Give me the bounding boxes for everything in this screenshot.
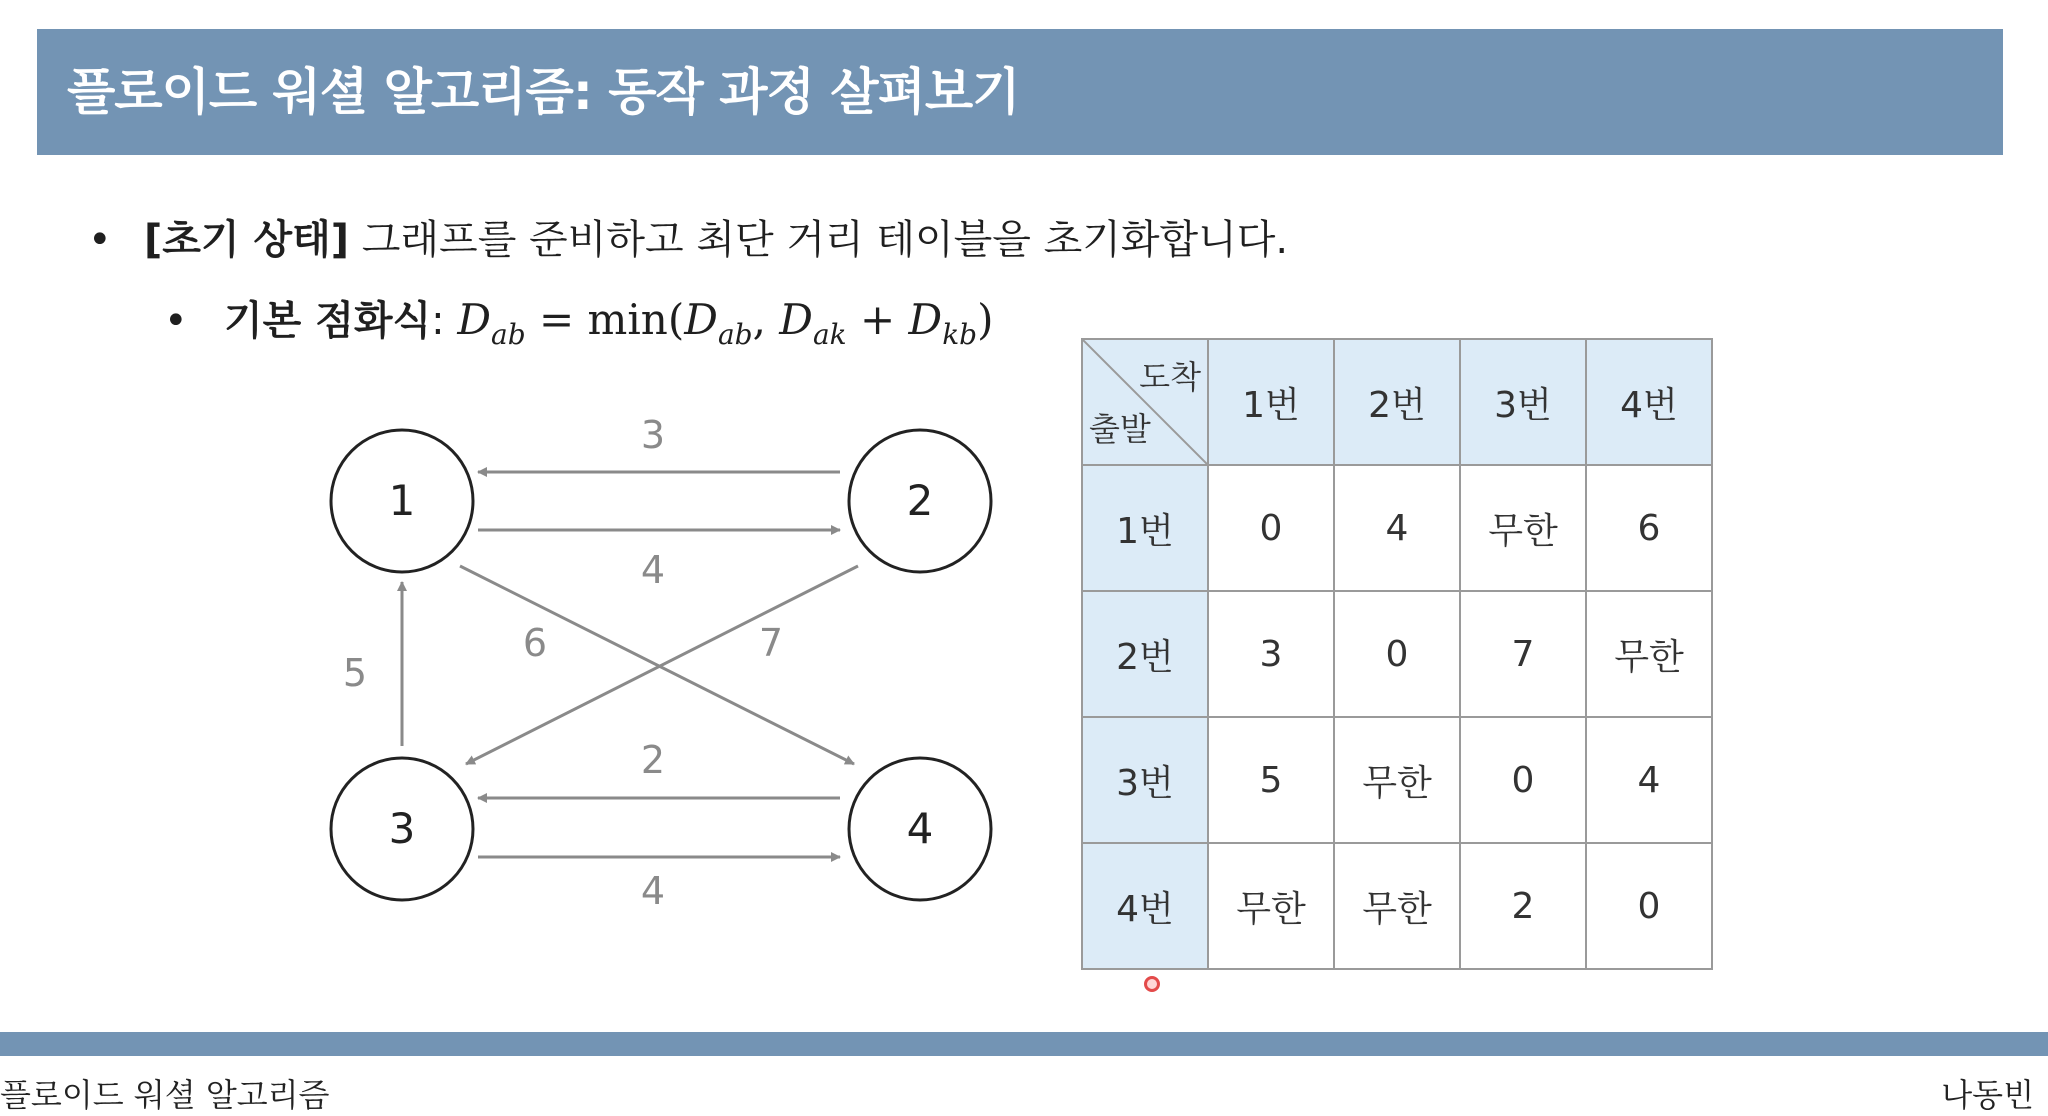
table-cell: 무한 [1334,843,1460,969]
table-cell: 0 [1334,591,1460,717]
table-corner-cell [1082,339,1208,465]
edge-weight-3-4: 4 [640,869,666,913]
table-row [1082,465,1712,591]
footer-bar [0,1032,2048,1056]
table-cell: 무한 [1208,843,1334,969]
table-cell: 7 [1460,591,1586,717]
row-header: 3번 [1082,717,1208,843]
bullet-dot-icon: • [88,217,112,263]
bullet-recurrence [164,290,994,350]
table-cell: 무한 [1334,717,1460,843]
edge-weight-1-4: 6 [522,621,548,665]
footer-title: 플로이드 워셜 알고리즘 [0,1076,330,1114]
table-row [1082,591,1712,717]
table-row [1082,843,1712,969]
edge-weight-4-3: 2 [640,738,666,782]
edge-weight-3-1: 5 [342,651,368,695]
bullet-text: 그래프를 준비하고 최단 거리 테이블을 초기화합니다. [349,217,1289,263]
column-header: 3번 [1460,339,1586,465]
footer-author: 나동빈 [1941,1076,2034,1114]
table-header-row [1082,339,1712,465]
table-cell: 4 [1334,465,1460,591]
edge-weight-2-1: 3 [640,413,666,457]
bullet-bold-label: [초기 상태] [144,217,350,263]
column-header: 1번 [1208,339,1334,465]
bullet-initial-state [88,210,1288,270]
table-row [1082,717,1712,843]
row-header: 2번 [1082,591,1208,717]
table-cell: 4 [1586,717,1712,843]
table-cell: 무한 [1460,465,1586,591]
edge-1-4 [460,566,854,764]
node-label-3: 3 [388,804,416,853]
column-header: 4번 [1586,339,1712,465]
pointer-cursor-icon [1144,976,1160,992]
row-header: 4번 [1082,843,1208,969]
bullet-dot-icon: • [164,298,188,344]
edge-weight-2-3: 7 [758,621,784,665]
corner-to-label: 도착 [1139,358,1201,396]
column-header: 2번 [1334,339,1460,465]
node-label-4: 4 [906,804,934,853]
table-cell: 2 [1460,843,1586,969]
table-cell: 무한 [1586,591,1712,717]
edge-weight-1-2: 4 [640,548,666,592]
table-cell: 0 [1586,843,1712,969]
row-header: 1번 [1082,465,1208,591]
title-bar [37,29,2003,155]
node-label-2: 2 [906,476,934,525]
edge-2-3 [466,566,858,764]
page-title: 플로이드 워셜 알고리즘: 동작 과정 살펴보기 [67,63,1020,121]
table-cell: 0 [1208,465,1334,591]
table-cell: 0 [1460,717,1586,843]
table-cell: 5 [1208,717,1334,843]
recurrence-colon: : [431,298,458,344]
table-cell: 6 [1586,465,1712,591]
table-cell: 3 [1208,591,1334,717]
node-label-1: 1 [388,476,416,525]
distance-table [1081,338,1713,970]
graph-diagram [300,400,1040,920]
recurrence-formula: $D_{ab} = \min(D_{ab}$, $D_{ak} + D_{kb}$) [457,295,994,351]
recurrence-label: 기본 점화식 [224,298,432,344]
corner-from-label: 출발 [1089,410,1151,448]
